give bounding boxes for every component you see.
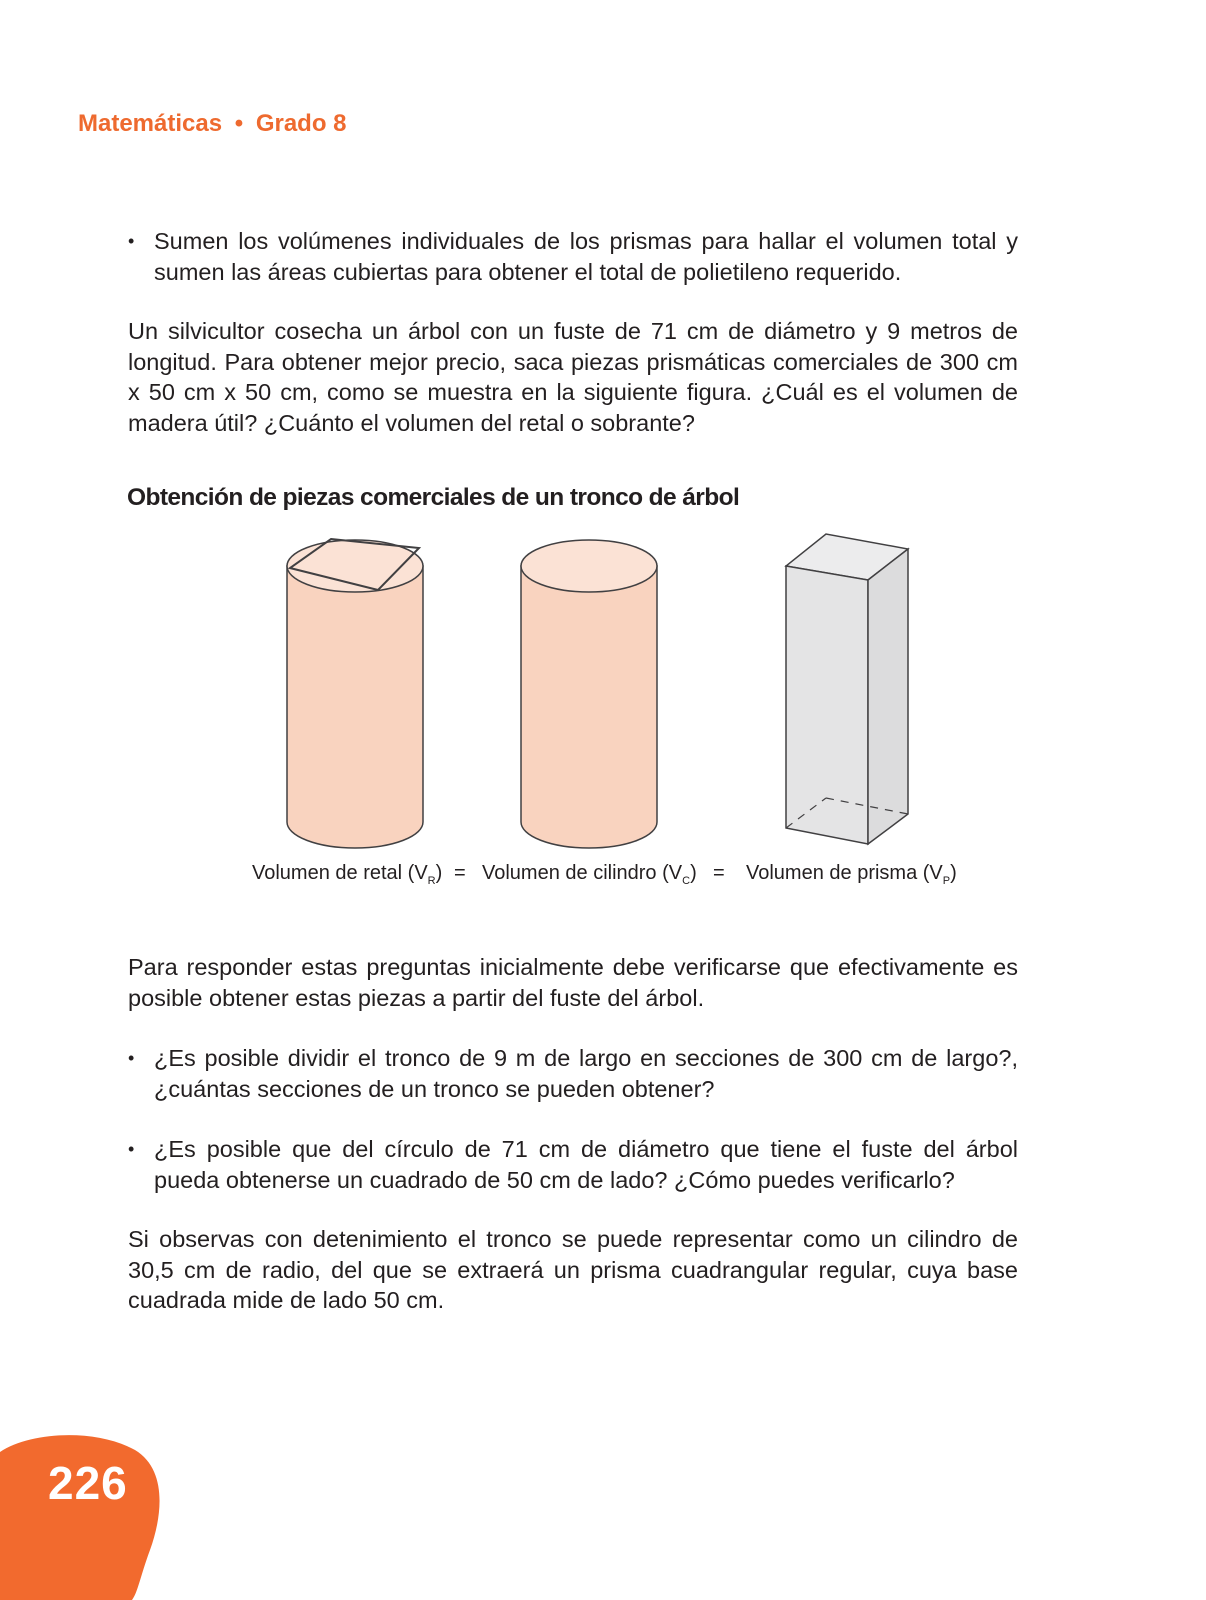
square-prism — [786, 534, 908, 844]
caption-cilindro — [482, 862, 697, 887]
bullet-mark: • — [128, 231, 135, 251]
cylinder-retal — [287, 539, 423, 848]
cylinder-full — [521, 540, 657, 848]
caption-cilindro-paren: ) — [690, 862, 697, 884]
problem-paragraph: Un silvicultor cosecha un árbol con un fuste de 71 cm de diámetro y 9 metros de longitud. Para obtener mejor precio, saca piezas prismáticas comerciales de 300 cm x 50 cm x 50 cm, como se muestra en la siguiente figura. ¿Cuál es el volumen de madera útil? ¿Cuánto el volumen del retal o sobrante? — [128, 318, 1018, 436]
bullet-question-square — [128, 1134, 1018, 1195]
bullet-mark: • — [128, 1139, 135, 1159]
bullet-text: ¿Es posible dividir el tronco de 9 m de largo en secciones de 300 cm de largo?, ¿cuántas secciones de un tronco se pueden obtener? — [154, 1045, 1018, 1102]
header-separator: • — [234, 110, 244, 137]
caption-prisma — [746, 862, 957, 887]
caption-prisma-paren: ) — [950, 862, 957, 884]
caption-prisma-text: Volumen de prisma (V — [746, 862, 943, 884]
page-number: 226 — [48, 1457, 128, 1509]
bullet-mark: • — [128, 1048, 135, 1068]
caption-retal — [252, 862, 442, 887]
bullet-text: Sumen los volúmenes individuales de los prismas para hallar el volumen total y sumen las áreas cubiertas para obtener el total de polietileno requerido. — [154, 228, 1018, 285]
caption-cilindro-text: Volumen de cilindro (V — [482, 862, 683, 884]
verification-paragraph: Para responder estas preguntas inicialmente debe verificarse que efectivamente es posible obtener estas piezas a partir del fuste del árbol. — [128, 954, 1018, 1011]
header-grade: Grado 8 — [255, 110, 347, 137]
caption-cilindro-sub: C — [682, 875, 691, 887]
caption-prisma-sub: P — [942, 875, 951, 887]
caption-retal-paren: ) — [435, 862, 443, 884]
caption-equals-1: = — [454, 862, 466, 884]
caption-retal-sub: R — [427, 875, 436, 887]
header-subject: Matemáticas — [78, 110, 223, 137]
bullet-question-sections — [128, 1043, 1018, 1104]
caption-equals-2: = — [713, 862, 725, 884]
bullet-text: ¿Es posible que del círculo de 71 cm de diámetro que tiene el fuste del árbol pueda obtenerse un cuadrado de 50 cm de lado? ¿Cómo puedes verificarlo? — [154, 1136, 1018, 1193]
caption-retal-text: Volumen de retal (V — [252, 862, 428, 884]
figure-title: Obtención de piezas comerciales de un tronco de árbol — [127, 484, 740, 511]
conclusion-paragraph: Si observas con detenimiento el tronco se puede representar como un cilindro de 30,5 cm de radio, del que se extraerá un prisma cuadrangular regular, cuya base cuadrada mide de lado 50 cm. — [128, 1226, 1018, 1313]
